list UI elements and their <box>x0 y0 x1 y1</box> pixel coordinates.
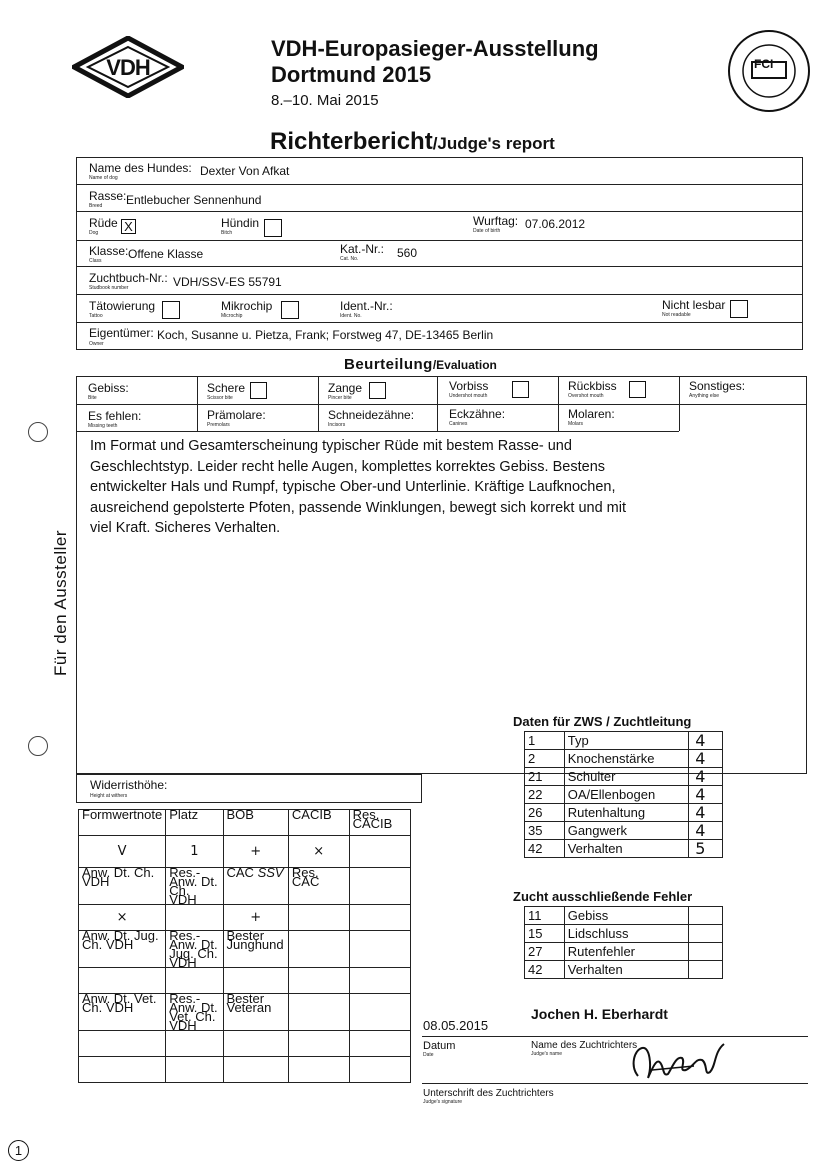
award-mark[interactable] <box>223 968 288 994</box>
molars-sub: Molars <box>568 421 584 427</box>
male-check-mark: X <box>124 219 133 234</box>
zws-label: Verhalten <box>564 840 689 858</box>
punch-hole <box>28 422 48 442</box>
fault-mark[interactable] <box>689 925 723 943</box>
divider <box>76 294 803 295</box>
height-sub: Height at withers <box>90 793 128 799</box>
award-mark[interactable] <box>79 968 166 994</box>
table-row <box>79 810 411 836</box>
divider <box>76 266 803 267</box>
cac-label: CAC <box>226 865 254 880</box>
award-mark[interactable] <box>223 1031 288 1057</box>
evaluation-line: entwickelter Hals und Rumpf, typische Ober-und Unterlinie. Kräftige Laufknochen, <box>90 479 616 495</box>
cac-handwritten-mark: SSV <box>257 865 284 880</box>
award-mark[interactable] <box>288 968 349 994</box>
date-label: Datum <box>423 1040 456 1052</box>
table-row <box>79 931 411 968</box>
award-mark[interactable]: × <box>79 905 166 931</box>
fault-label: Lidschluss <box>564 925 688 943</box>
evaluation-heading <box>344 356 497 374</box>
award-mark[interactable] <box>288 905 349 931</box>
fault-mark[interactable] <box>689 907 723 925</box>
zws-score[interactable]: 4 <box>689 750 723 768</box>
fault-label: Rutenfehler <box>564 943 688 961</box>
side-label: Für den Aussteller <box>51 530 70 677</box>
breed-label: Rasse: <box>89 189 127 203</box>
judge-signature <box>624 1036 734 1086</box>
award-mark[interactable]: V <box>79 836 166 868</box>
fault-mark[interactable] <box>689 961 723 979</box>
ident-sub: Ident. No. <box>340 313 362 319</box>
award-header <box>349 931 410 968</box>
award-mark[interactable] <box>166 968 223 994</box>
class-sub: Class <box>89 258 102 264</box>
male-label: Rüde <box>89 216 118 230</box>
table-row <box>525 732 723 750</box>
dog-name-sub: Name of dog <box>89 175 118 181</box>
bite-sub: Bite <box>88 395 97 401</box>
evaluation-text <box>90 436 626 539</box>
studbook-value: VDH/SSV-ES 55791 <box>173 275 282 289</box>
studbook-label: Zuchtbuch-Nr.: <box>89 271 168 285</box>
table-row <box>525 925 723 943</box>
award-mark[interactable]: 1 <box>166 836 223 868</box>
class-value: Offene Klasse <box>128 247 204 261</box>
male-checkbox[interactable] <box>121 219 136 234</box>
scissor-checkbox[interactable] <box>250 382 267 399</box>
catalog-label: Kat.-Nr.: <box>340 242 385 256</box>
fci-logo <box>726 28 812 114</box>
overshot-checkbox[interactable] <box>629 381 646 398</box>
table-row <box>79 994 411 1031</box>
zws-label: Typ <box>564 732 689 750</box>
table-row <box>79 968 411 994</box>
award-mark[interactable] <box>288 1031 349 1057</box>
canines-label: Eckzähne: <box>449 407 506 421</box>
dob-value: 07.06.2012 <box>525 217 586 231</box>
evaluation-heading-main: Beurteilung <box>344 356 433 373</box>
award-header: Anw. Dt. Vet. Ch. VDH <box>79 994 166 1031</box>
table-row <box>525 822 723 840</box>
judge-name-value: Jochen H. Eberhardt <box>531 1006 668 1022</box>
breed-value: Entlebucher Sennenhund <box>126 193 262 207</box>
premolars-label: Prämolare: <box>207 408 266 422</box>
award-header: Anw. Dt. Ch. VDH <box>79 868 166 905</box>
zws-score[interactable]: 4 <box>689 786 723 804</box>
table-row <box>525 943 723 961</box>
zws-label: Knochenstärke <box>564 750 689 768</box>
divider <box>437 376 438 431</box>
table-row <box>79 1031 411 1057</box>
tattoo-sub: Tattoo <box>89 313 103 319</box>
divider <box>679 376 680 431</box>
award-mark[interactable] <box>166 905 223 931</box>
other-sub: Anything else <box>689 393 720 399</box>
zws-score[interactable]: 4 <box>689 822 723 840</box>
dob-label: Wurftag: <box>473 214 519 228</box>
award-mark[interactable] <box>349 1031 410 1057</box>
fault-label: Gebiss <box>564 907 688 925</box>
zws-num: 2 <box>525 750 565 768</box>
judge-name-sub: Judge's name <box>531 1051 562 1057</box>
owner-label: Eigentümer: <box>89 326 154 340</box>
unreadable-sub: Not readable <box>662 312 691 318</box>
award-header <box>223 865 288 905</box>
award-header: Bester Junghund <box>223 931 288 968</box>
award-header: Res.-Anw. Dt. Ch. VDH <box>166 868 223 905</box>
table-row <box>525 840 723 858</box>
table-row <box>79 1057 411 1083</box>
award-mark[interactable] <box>349 836 410 868</box>
award-mark[interactable]: × <box>288 836 349 868</box>
award-mark[interactable] <box>79 1031 166 1057</box>
award-mark[interactable]: + <box>223 836 288 868</box>
award-header: Anw. Dt. Jug. Ch. VDH <box>79 931 166 968</box>
studbook-sub: Studbook number <box>89 285 129 291</box>
award-header <box>349 994 410 1031</box>
award-header: Res. CACIB <box>349 810 410 836</box>
overshot-label: Rückbiss <box>568 379 617 393</box>
other-label: Sonstiges: <box>689 379 746 393</box>
evaluation-line: Geschlechtstyp. Leider recht helle Augen, komplettes korrektes Gebiss. Bestens <box>90 458 606 475</box>
signature-label: Unterschrift des Zuchtrichters <box>423 1088 554 1099</box>
date-value: 08.05.2015 <box>423 1018 489 1033</box>
evaluation-line: ausreichend gepolsterte Pfoten, passende Winklungen, bewegt sich korrekt und mit <box>90 499 627 516</box>
scissor-label: Schere <box>207 381 246 395</box>
tattoo-label: Tätowierung <box>89 299 156 313</box>
female-checkbox[interactable] <box>264 219 282 237</box>
zws-num: 22 <box>525 786 565 804</box>
fault-num: 15 <box>525 925 565 943</box>
award-header <box>288 994 349 1031</box>
owner-value: Koch, Susanne u. Pietza, Frank; Forstweg 47, DE-13465 Berlin <box>157 328 494 342</box>
ident-label: Ident.-Nr.: <box>340 299 393 313</box>
evaluation-line: viel Kraft. Sicheres Verhalten. <box>90 520 281 536</box>
divider <box>76 322 803 323</box>
show-dates: 8.–10. Mai 2015 <box>271 92 379 109</box>
table-row <box>525 750 723 768</box>
table-row <box>525 786 723 804</box>
pincer-checkbox[interactable] <box>369 382 386 399</box>
zws-score[interactable]: 4 <box>689 804 723 822</box>
fault-num: 11 <box>525 907 565 925</box>
missing-teeth-label: Es fehlen: <box>88 409 142 423</box>
award-header: Bester Veteran <box>223 994 288 1031</box>
report-title <box>270 128 555 156</box>
male-sub: Dog <box>89 230 99 236</box>
award-mark[interactable] <box>349 905 410 931</box>
catalog-sub: Cat. No. <box>340 256 359 262</box>
premolars-sub: Premolars <box>207 422 230 428</box>
divider <box>76 211 803 212</box>
class-label: Klasse: <box>89 244 129 258</box>
catalog-value: 560 <box>397 246 418 260</box>
divider <box>76 431 679 432</box>
dog-name-label: Name des Hundes: <box>89 161 192 175</box>
award-header <box>288 931 349 968</box>
award-header: CACIB <box>288 810 349 836</box>
table-row <box>79 868 411 905</box>
scissor-sub: Scissor bite <box>207 395 233 401</box>
zws-label: Gangwerk <box>564 822 689 840</box>
fault-mark[interactable] <box>689 943 723 961</box>
incisors-label: Schneidezähne: <box>328 408 415 422</box>
award-header: Res.-Anw. Dt. Jug. Ch. VDH <box>166 931 223 968</box>
award-mark[interactable] <box>79 1057 166 1083</box>
divider <box>318 376 319 431</box>
undershot-label: Vorbiss <box>449 379 489 393</box>
breed-sub: Breed <box>89 203 103 209</box>
zws-num: 35 <box>525 822 565 840</box>
award-header: Res.-Anw. Dt. Vet. Ch. VDH <box>166 994 223 1031</box>
award-mark[interactable] <box>166 1057 223 1083</box>
faults-table <box>524 906 723 979</box>
fault-num: 27 <box>525 943 565 961</box>
incisors-sub: Incisors <box>328 422 346 428</box>
dob-sub: Date of birth <box>473 228 501 234</box>
fault-num: 42 <box>525 961 565 979</box>
award-header: Formwertnote <box>79 810 166 836</box>
zws-num: 26 <box>525 804 565 822</box>
table-row <box>525 768 723 786</box>
zws-score[interactable]: 4 <box>689 768 723 786</box>
zws-num: 42 <box>525 840 565 858</box>
divider <box>76 240 803 241</box>
fault-label: Verhalten <box>564 961 688 979</box>
award-mark[interactable] <box>223 1057 288 1083</box>
award-header: Res. CAC <box>288 868 349 905</box>
vdh-logo-text: VDH <box>106 55 150 80</box>
pincer-label: Zange <box>328 381 363 395</box>
evaluation-line: Im Format und Gesamterscheinung typischer Rüde mit bestem Rasse- und <box>90 438 572 454</box>
divider <box>558 376 559 431</box>
unreadable-checkbox[interactable] <box>730 300 748 318</box>
zws-num: 1 <box>525 732 565 750</box>
divider <box>422 1083 808 1084</box>
divider <box>422 1036 808 1037</box>
zws-label: OA/Ellenbogen <box>564 786 689 804</box>
microchip-label: Mikrochip <box>221 299 273 313</box>
overshot-sub: Overshot mouth <box>568 393 604 399</box>
missing-teeth-sub: Missing teeth <box>88 423 118 429</box>
microchip-checkbox[interactable] <box>281 301 299 319</box>
award-header <box>349 868 410 905</box>
divider <box>197 376 198 431</box>
zws-num: 21 <box>525 768 565 786</box>
zws-heading: Daten für ZWS / Zuchtleitung <box>513 714 692 729</box>
table-row <box>525 907 723 925</box>
table-row <box>79 905 411 931</box>
faults-heading: Zucht ausschließende Fehler <box>513 889 693 904</box>
microchip-sub: Microchip <box>221 313 243 319</box>
tattoo-checkbox[interactable] <box>162 301 180 319</box>
show-title-line1: VDH-Europasieger-Ausstellung <box>271 36 599 61</box>
table-row <box>79 836 411 868</box>
zws-table <box>524 731 723 858</box>
report-title-main: Richterbericht <box>270 128 433 155</box>
pincer-sub: Pincer bite <box>328 395 352 401</box>
page-number: 1 <box>8 1140 29 1161</box>
female-label: Hündin <box>221 216 260 230</box>
award-header: BOB <box>223 810 288 836</box>
report-title-sub: /Judge's report <box>432 134 555 153</box>
zws-score[interactable]: 5 <box>689 840 723 858</box>
table-row <box>525 961 723 979</box>
award-header: Platz <box>166 810 223 836</box>
fci-logo-text: FCI <box>754 57 774 71</box>
award-mark[interactable] <box>349 1057 410 1083</box>
awards-table <box>78 809 411 1083</box>
owner-sub: Owner <box>89 341 104 347</box>
award-mark[interactable]: + <box>223 905 288 931</box>
molars-label: Molaren: <box>568 407 615 421</box>
female-sub: Bitch <box>221 230 233 236</box>
evaluation-heading-sub: /Evaluation <box>432 358 497 372</box>
unreadable-label: Nicht lesbar <box>662 298 726 312</box>
zws-label: Schulter <box>564 768 689 786</box>
divider <box>76 184 803 185</box>
zws-score[interactable]: 4 <box>689 732 723 750</box>
show-title-line2: Dortmund 2015 <box>271 62 432 87</box>
judge-name-label: Name des Zuchtrichters <box>531 1040 638 1051</box>
award-mark[interactable] <box>288 1057 349 1083</box>
undershot-sub: Undershot mouth <box>449 393 488 399</box>
signature-sub: Judge's signature <box>423 1099 463 1105</box>
award-mark[interactable] <box>166 1031 223 1057</box>
table-row <box>525 804 723 822</box>
award-mark[interactable] <box>349 968 410 994</box>
undershot-checkbox[interactable] <box>512 381 529 398</box>
canines-sub: Canines <box>449 421 468 427</box>
date-sub: Date <box>423 1052 434 1058</box>
height-label: Widerristhöhe: <box>90 778 168 792</box>
bite-label: Gebiss: <box>88 381 129 395</box>
divider <box>76 404 807 405</box>
zws-label: Rutenhaltung <box>564 804 689 822</box>
punch-hole <box>28 736 48 756</box>
dog-name-value: Dexter Von Afkat <box>200 164 290 178</box>
